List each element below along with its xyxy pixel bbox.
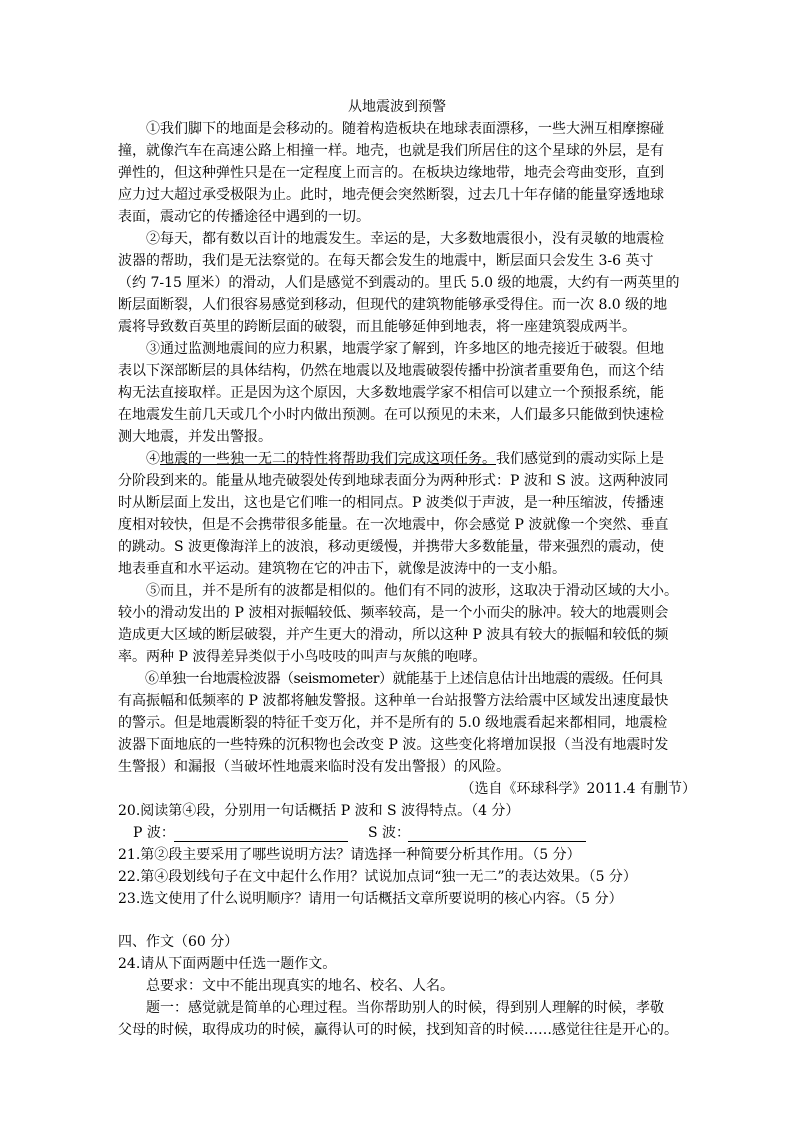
- p6-line-2: 有高振幅和低频率的 P 波都将触发警报。这种单一台站报警方法给震中区域发出速度最快: [118, 693, 669, 709]
- p4-line-1: [118, 449, 664, 470]
- p-wave-label: P 波：: [133, 825, 175, 841]
- p5-line-2: 较小的滑动发出的 P 波相对振幅较低、频率较高，是一个小而尖的脉冲。较大的地震则会: [118, 605, 669, 621]
- p2-line-5: 震将导致数百英里的跨断层面的破裂，而且能够延伸到地表，将一座建筑裂成两半。: [118, 319, 636, 335]
- p3-line-5: 测大地震，并发出警报。: [118, 429, 272, 445]
- topic1-line-1: 题一：感觉就是简单的心理过程。当你帮助别人的时候，得到别人理解的时候，孝敬: [118, 1000, 664, 1016]
- question-24: 24.请从下面两题中任选一题作文。: [118, 956, 337, 972]
- p1-line-4: 应力过大超过承受极限为止。此时，地壳便会突然断裂，过去几十年存储的能量穿透地球: [118, 187, 664, 203]
- p2-line-2: 波器的帮助，我们是无法察觉的。在每天都会发生的地震中，断层面只会发生 3-6 英寸: [118, 253, 654, 269]
- p3-line-2: 表以下深部断层的具体结构，仍然在地震以及地震破裂传播中扮演者重要角色，而这个结: [118, 363, 664, 379]
- s-wave-label: S 波：: [368, 825, 411, 841]
- p4-line-2: 分阶段到来的。能量从地壳破裂处传到地球表面分为两种形式：P 波和 S 波。这两种波同: [118, 473, 669, 489]
- p6-line-4: 波器下面地底的一些特殊的沉积物也会改变 P 波。这些变化将增加误报（当没有地震时发: [118, 737, 669, 753]
- p1-line-3: 弹性的，但这种弹性只是在一定程度上而言的。在板块边缘地带，地壳会弯曲变形，直到: [118, 165, 664, 181]
- p5-line-1: ⑤而且，并不是所有的波都是相似的。他们有不同的波形，这取决于滑动区域的大小。: [118, 583, 678, 599]
- p4-line-3: 时从断层面上发出，这也是它们唯一的相同点。P 波类似于声波，是一种压缩波，传播速: [118, 495, 664, 511]
- s-wave-answer-line[interactable]: [408, 841, 586, 842]
- composition-requirement: 总要求：文中不能出现真实的地名、校名、人名。: [118, 978, 454, 994]
- p1-line-5: 表面，震动它的传播途径中遇到的一切。: [118, 209, 370, 225]
- source-citation: （选自《环球科学》2011.4 有删节）: [460, 781, 696, 797]
- underlined-sentence: 地震的一些独一无二的特性将帮助我们完成这项任务。: [160, 451, 496, 467]
- p3-line-3: 构无法直接取样。正是因为这个原因，大多数地震学家不相信可以建立一个预报系统，能: [118, 385, 664, 401]
- article-title: 从地震波到预警: [348, 99, 446, 115]
- p5-line-4: 率。两种 P 波得差异类似于小鸟吱吱的叫声与灰熊的咆哮。: [118, 649, 487, 665]
- p1-line-2: 撞，就像汽车在高速公路上相撞一样。地壳，也就是我们所居住的这个星球的外层，是有: [118, 143, 664, 159]
- p4-line-1-rest: 我们感觉到的震动实际上是: [496, 451, 664, 467]
- composition-heading: 四、作文（60 分）: [118, 934, 239, 950]
- question-21: 21.第②段主要采用了哪些说明方法？请选择一种简要分析其作用。（5 分）: [118, 847, 581, 863]
- p6-line-3: 的警示。但是地震断裂的特征千变万化，并不是所有的 5.0 级地震看起来都相同，地震检: [118, 715, 668, 731]
- p-wave-answer-line[interactable]: [174, 841, 348, 842]
- p2-line-1: ②每天，都有数以百计的地震发生。幸运的是，大多数地震很小，没有灵敏的地震检: [118, 231, 664, 247]
- p1-line-1: ①我们脚下的地面是会移动的。随着构造板块在地球表面漂移，一些大洲互相摩擦碰: [118, 121, 664, 137]
- question-22: 22.第④段划线句子在文中起什么作用？试说加点词“独一无二”的表达效果。（5 分）: [118, 869, 637, 885]
- p3-line-1: ③通过监测地震间的应力积累，地震学家了解到，许多地区的地壳接近于破裂。但地: [118, 341, 664, 357]
- p6-line-1: ⑥单独一台地震检波器（seismometer）就能基于上述信息估计出地震的震级。任何具: [118, 671, 663, 687]
- p4-line-6: 地表垂直和水平运动。建筑物在它的冲击下，就像是波涛中的一支小船。: [118, 561, 566, 577]
- p3-line-4: 在地震发生前几天或几个小时内做出预测。在可以预见的未来，人们最多只能做到快速检: [118, 407, 664, 423]
- p4-line-4: 度相对较快，但是不会携带很多能量。在一次地震中，你会感觉 P 波就像一个突然、垂直: [118, 517, 669, 533]
- p2-line-4: 断层面断裂，人们很容易感觉到移动，但现代的建筑物能够承受得住。而一次 8.0 级的地: [118, 297, 668, 313]
- p4-prefix: ④: [118, 451, 160, 467]
- topic1-line-2: 父母的时候，取得成功的时候，赢得认可的时候，找到知音的时候……感觉往往是开心的。: [118, 1022, 678, 1038]
- question-20: 20.阅读第④段，分别用一句话概括 P 波和 S 波得特点。（4 分）: [118, 803, 520, 819]
- question-23: 23.选文使用了什么说明顺序？请用一句话概括文章所要说明的核心内容。（5 分）: [118, 891, 623, 907]
- p5-line-3: 造成更大区域的断层破裂，并产生更大的滑动，所以这种 P 波具有较大的振幅和较低的频: [118, 627, 669, 643]
- p2-line-3: （约 7-15 厘米）的滑动，人们是感觉不到震动的。里氏 5.0 级的地震，大约有一两英里的: [118, 275, 680, 291]
- p4-line-5: 的跳动。S 波更像海洋上的波浪，移动更缓慢，并携带大多数能量，带来强烈的震动，使: [118, 539, 665, 555]
- p6-line-5: 生警报）和漏报（当破坏性地震来临时没有发出警报）的风险。: [118, 759, 510, 775]
